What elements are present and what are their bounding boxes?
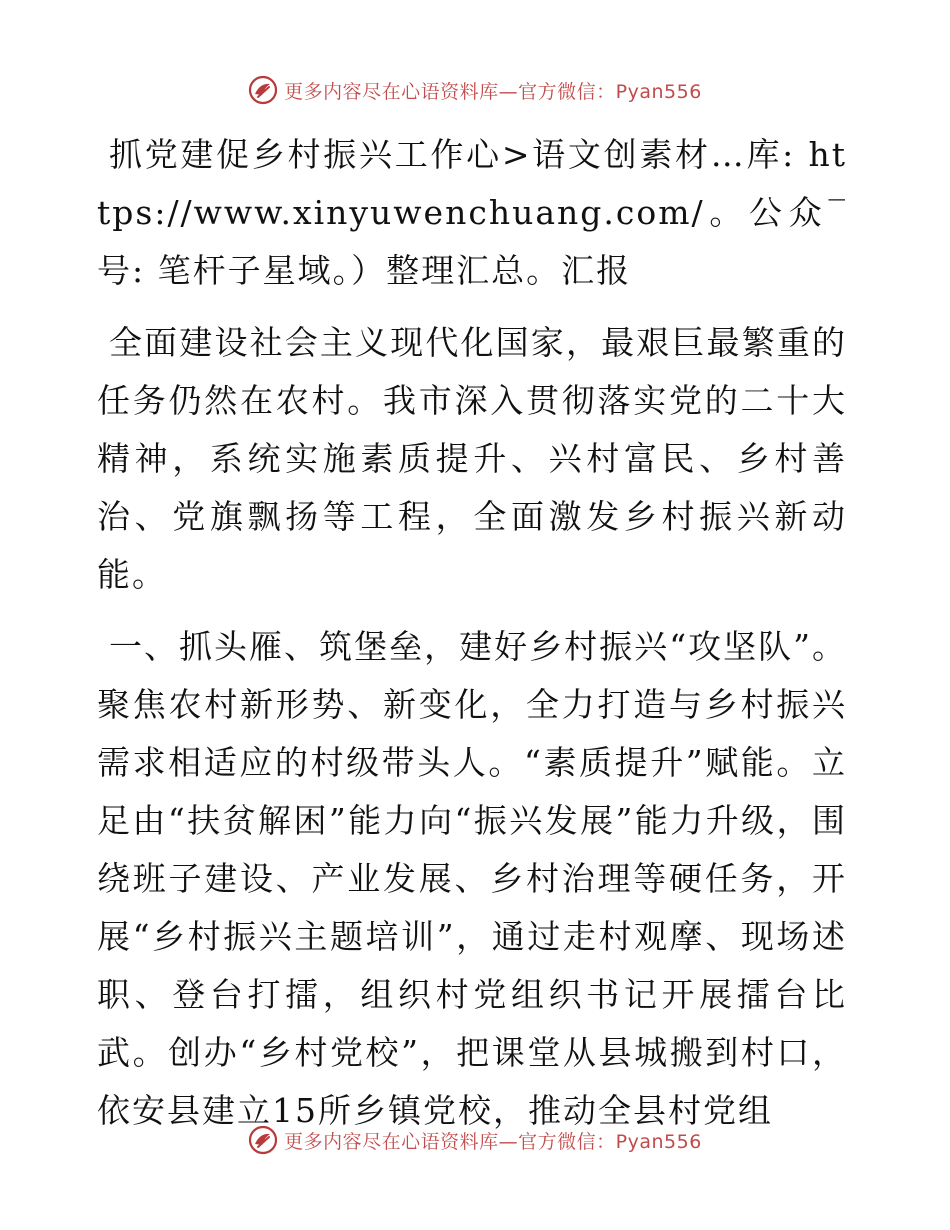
footer-banner [0, 1122, 950, 1158]
paragraph-intro: 全面建设社会主义现代化国家，最艰巨最繁重的任务仍然在农村。我市深入贯彻落实党的二十大精神，系统实施素质提升、兴村富民、乡村善治、党旗飘扬等工程，全面激发乡村振兴新动能。 [97, 323, 847, 594]
seal-logo-icon [248, 75, 278, 105]
header-banner [0, 72, 950, 108]
document-body [97, 126, 847, 1154]
paragraph-source-note: 抓党建促乡村振兴工作心>语文创素材…库: https://www.xinyuwenchuang.com/。公众‾号: 笔杆子星域。）整理汇总。汇报 [97, 135, 847, 290]
seal-logo-icon [248, 1125, 278, 1155]
footer-banner-text: 更多内容尽在心语资料库—官方微信：Pyan556 [284, 1130, 702, 1153]
paragraph-section-one: 一、抓头雁、筑堡垒，建好乡村振兴“攻坚队”。聚焦农村新形势、新变化，全力打造与乡村振兴需求相适应的村级带头人。“素质提升”赋能。立足由“扶贫解困”能力向“振兴发展”能力升级，围绕班子建设、产业发展、乡村治理等硬任务，开展“乡村振兴主题培训”，通过走村观摩、现场述职、登台打擂，组织村党组织书记开展擂台比武。创办“乡村党校”，把课堂从县城搬到村口，依安县建立15所乡镇党校，推动全县村党组 [97, 627, 847, 1130]
header-banner-text: 更多内容尽在心语资料库—官方微信：Pyan556 [284, 80, 702, 103]
